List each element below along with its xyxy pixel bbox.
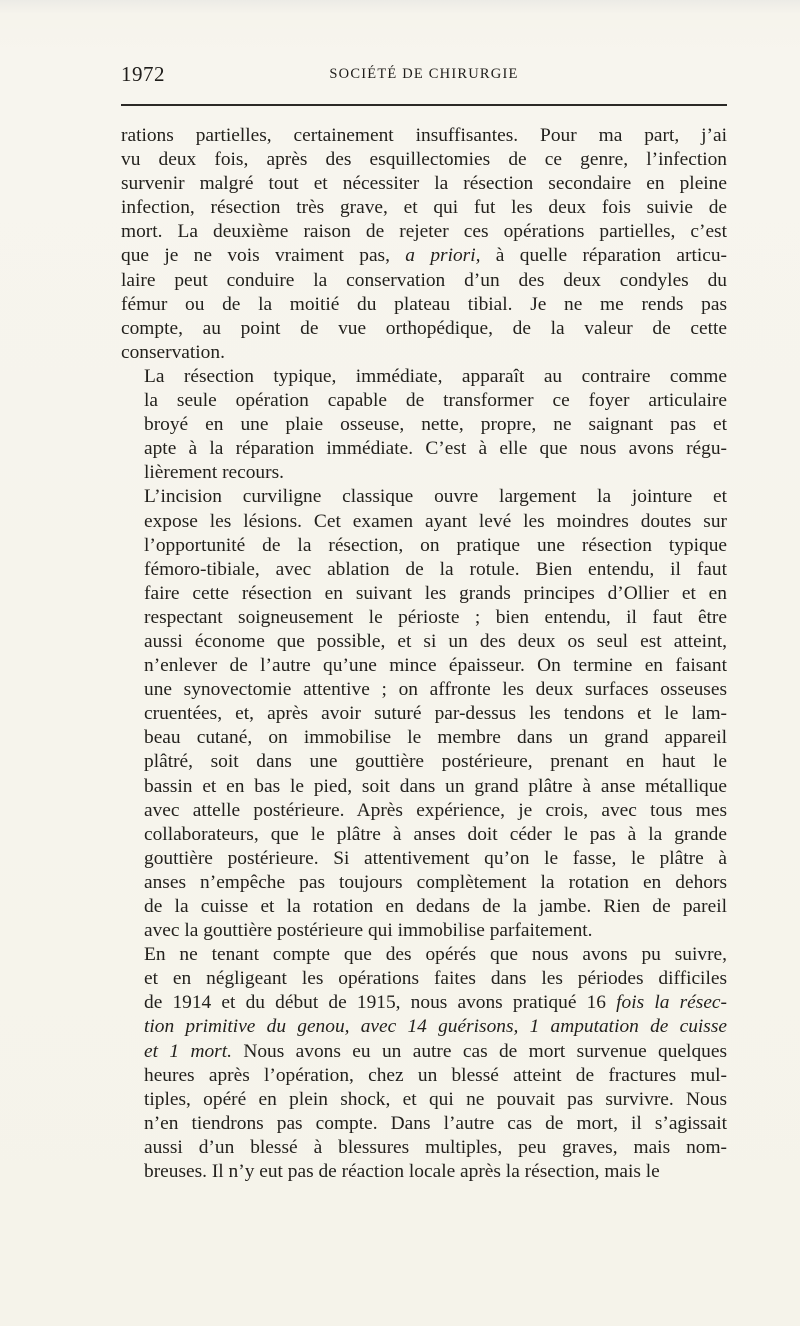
text-line: fémoro-tibiale, avec ablation de la rotule. Bien entendu, il faut xyxy=(144,558,727,580)
text-line: rations partielles, certainement insuffisantes. Pour ma part, j’ai xyxy=(121,125,727,146)
text-line: respectant soigneusement le périoste ; bien entendu, il faut être xyxy=(144,606,727,628)
text-line: n’en tiendrons pas compte. Dans l’autre cas de mort, il s’agissait xyxy=(144,1112,727,1134)
text-line: anses n’empêche pas toujours complètement la rotation en dehors xyxy=(144,871,727,893)
paragraph-4 xyxy=(121,943,727,1184)
text-line: La résection typique, immédiate, apparaît au contraire comme xyxy=(144,365,727,387)
text-line: heures après l’opération, chez un blessé atteint de fractures mul- xyxy=(144,1064,727,1086)
text-line: apte à la réparation immédiate. C’est à elle que nous avons régu- xyxy=(144,438,727,460)
text-line: compte, au point de vue orthopédique, de la valeur de cette xyxy=(121,317,727,339)
text-line: fémur ou de la moitié du plateau tibial. Je ne me rends pas xyxy=(121,293,727,315)
text-line: une synovectomie attentive ; on affronte les deux surfaces osseuses xyxy=(144,679,727,701)
text-line: aussi d’un blessé à blessures multiples, peu graves, mais nom- xyxy=(144,1136,727,1158)
text-line: avec la gouttière postérieure qui immobilise parfaitement. xyxy=(144,920,593,942)
page-number: 1972 xyxy=(121,62,165,86)
text-line: conservation. xyxy=(121,341,225,363)
body-text xyxy=(121,124,727,1184)
text-line: faire cette résection en suivant les grands principes d’Ollier et en xyxy=(144,582,727,604)
text-line: En ne tenant compte que des opérés que nous avons pu suivre, xyxy=(144,944,727,966)
text-line: gouttière postérieure. Si attentivement qu’on le fasse, le plâtre à xyxy=(144,847,727,869)
text-line: et en négligeant les opérations faites dans les périodes difficiles xyxy=(144,968,727,990)
text-line: et 1 mort. Nous avons eu un autre cas de mort survenue quelques xyxy=(144,1040,727,1062)
page-header xyxy=(121,62,727,92)
text-line: mort. La deuxième raison de rejeter ces opérations partielles, c’est xyxy=(121,221,727,243)
text-line: lièrement recours. xyxy=(144,462,284,484)
text-line: tiples, opéré en plein shock, et qui ne pouvait pas survivre. Nous xyxy=(144,1088,727,1110)
text-line: expose les lésions. Cet examen ayant levé les moindres doutes sur xyxy=(144,510,727,532)
text-line: laire peut conduire la conservation d’un des deux condyles du xyxy=(121,269,727,291)
text-line: plâtré, soit dans une gouttière postérieure, prenant en haut le xyxy=(144,751,727,773)
text-line: beau cutané, on immobilise le membre dans un grand appareil xyxy=(144,727,727,749)
text-line: la seule opération capable de transformer ce foyer articulaire xyxy=(144,390,727,412)
text-line: de la cuisse et la rotation en dedans de la jambe. Rien de pareil xyxy=(144,896,727,917)
text-line: avec attelle postérieure. Après expérience, je crois, avec tous mes xyxy=(144,799,727,821)
text-line: n’enlever de l’autre qu’une mince épaisseur. On termine en faisant xyxy=(144,655,727,677)
text-line: bassin et en bas le pied, soit dans un grand plâtre à anse métallique xyxy=(144,775,727,797)
text-line: l’opportunité de la résection, on pratique une résection typique xyxy=(144,534,727,556)
text-line: collaborateurs, que le plâtre à anses doit céder le pas à la grande xyxy=(144,823,727,845)
text-line: aussi économe que possible, et si un des deux os seul est atteint, xyxy=(144,630,727,652)
text-line: vu deux fois, après des esquillectomies de ce genre, l’infection xyxy=(121,149,727,171)
paragraph-1 xyxy=(121,124,727,365)
header-rule xyxy=(121,104,727,106)
paragraph-3 xyxy=(121,485,727,943)
text-line: L’incision curviligne classique ouvre largement la jointure et xyxy=(144,486,727,508)
text-line: infection, résection très grave, et qui fut les deux fois suivie de xyxy=(121,197,727,219)
text-line: tion primitive du genou, avec 14 guérisons, 1 amputation de cuisse xyxy=(144,1016,727,1038)
text-line: survenir malgré tout et nécessiter la résection secondaire en pleine xyxy=(121,173,727,195)
running-title: SOCIÉTÉ DE CHIRURGIE xyxy=(329,66,519,82)
text-line: breuses. Il n’y eut pas de réaction locale après la résection, mais le xyxy=(144,1161,660,1183)
text-line: que je ne vois vraiment pas, a priori, à quelle réparation articu- xyxy=(121,245,727,267)
paragraph-2 xyxy=(121,365,727,485)
text-line: de 1914 et du début de 1915, nous avons pratiqué 16 fois la résec- xyxy=(144,992,727,1014)
text-line: broyé en une plaie osseuse, nette, propre, ne saignant pas et xyxy=(144,414,727,436)
text-line: cruentées, et, après avoir suturé par-dessus les tendons et le lam- xyxy=(144,703,727,725)
